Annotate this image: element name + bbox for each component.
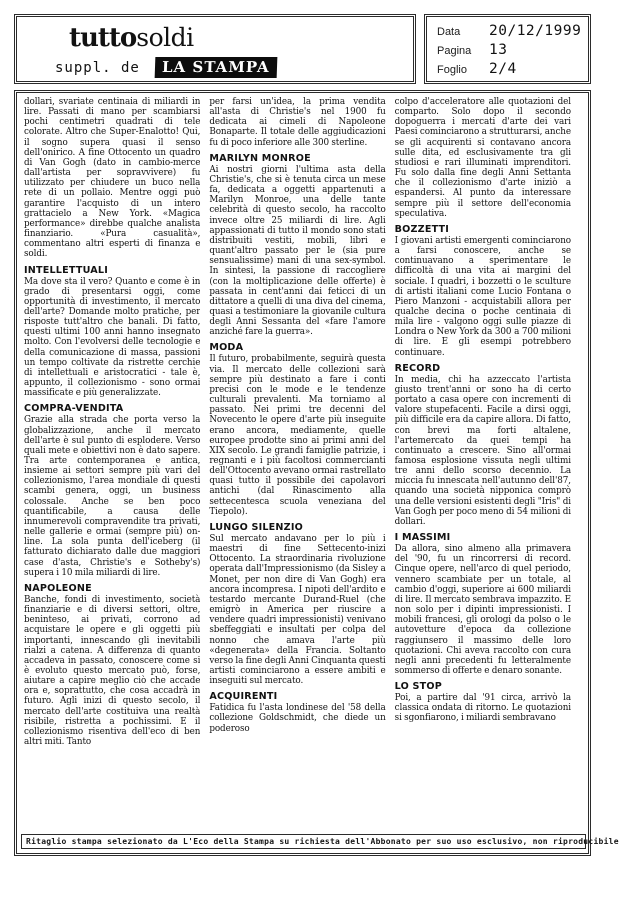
section-heading: MODA [209,342,244,354]
section-heading: LUNGO SILENZIO [209,521,303,533]
section-heading: BOZZETTI [394,223,450,235]
meta-row-data [437,23,582,42]
clipping-meta-box [424,14,591,84]
article-paragraph: per farsi un'idea, la prima vendita all'asta di Christie's nel 1900 fu dedicata ai cimeli di Napoleone Bonaparte. Il totale delle aggiudicazioni fu di poco inferiore alle 300 sterline. [209,97,386,148]
meta-label-pagina: Pagina [437,45,472,57]
section-heading: I MASSIMI [394,532,451,544]
section-heading: INTELLETTUALI [24,264,108,276]
article-paragraph: Grazie alla strada che porta verso la globalizzazione, anche il mercato dell'arte è sul punto di esplodere. Verso quali mete e obiettivi non è dato sapere. Tra arte contemporanea e antica, insieme ai settori sempre più vari del collezionismo, l'area mondiale di questi scambi genera, oggi, un business colossale. Anche se ben poco quantificabile, a causa delle innumerevoli compravendite tra privati, nelle gallerie e ormai (sempre più) on-line. La sola punta dell'iceberg (il fatturato dichiarato dalle due maggiori case d'asta, Christie's e Sotheby's) supera i 10 mila miliardi di lire. [24,415,201,578]
article-paragraph: dollari, svariate centinaia di miliardi in lire. Passati di mano per scambiarsi pochi centimetri quadrati di tele colorate. Altro che Super-Enalotto! Qui, il sogno supera quasi il senso dell'onirico. A fine Ottocento un quadro di Van Gogh (dato in cambio-merce dall'artista per sopravvivere) fu utilizzato per chiudere un buco nella rete di un pollaio. Mentre oggi può garantire l'acquisto di un intero grattacielo a New York. «Magica performance» direbbe qualche analista finanziario. «Pura casualità», commentano altri esperti di finanza e soldi. [24,97,201,260]
article-paragraph: Il futuro, probabilmente, seguirà questa via. Il mercato delle collezioni sarà sempre più destinato a fare i conti precisi con le mode e le tendenze culturali prevalenti. Ma torniamo al passato. Nei primi tre decenni del Novecento le opere d'arte più inseguite erano ancora, mediamente, quelle europee prodotte sino ai primi anni del XIX secolo. Le grandi famiglie patrizie, i regnanti e i più facoltosi commercianti dell'Ottocento avevano ormai rastrellato quasi tutto il possibile dei capolavori antichi (dal Rinascimento alla settecentesca scuola veneziana del Tiepolo). [209,354,386,517]
section-heading: RECORD [394,362,441,374]
article-column-1 [24,97,200,837]
meta-label-data: Data [437,26,461,38]
supplement-label: suppl. de [55,60,140,76]
section-heading: COMPRA-VENDITA [24,403,124,415]
meta-row-foglio [437,61,582,80]
article-paragraph: I giovani artisti emergenti cominciarono a farsi conoscere, anche se continuavano a sperimentare le difficoltà di una vita ai margini del sociale. I quadri, i bozzetti o le sculture di artisti italiani come Lucio Fontana o Piero Manzoni - acquistabili allora per qualche decina o poche centinaia di mila lire - valgono oggi sulle piazze di Londra o New York da 300 a 700 milioni di lire. E gli esempi potrebbero continuare. [394,235,571,358]
article-paragraph: Sul mercato andavano per lo più i maestri di fine Settecento-inizi Ottocento. La straordinaria rivoluzione operata dall'Impressionismo (da Sisley a Monet, per non dire di Van Gogh) era ancora incompresa. I nipoti dell'ardito e testardo mercante Durand-Ruel (che emigrò in America per riuscire a vendere quadri impressionisti) venivano sbeffeggiati e insultati per colpa del nonno che amava l'arte più «degenerata» della Francia. Soltanto verso la fine degli Anni Cinquanta questi artisti cominciarono a essere ambiti e inseguiti sul mercato. [209,533,386,687]
article-columns [24,97,571,837]
article-paragraph: colpo d'acceleratore alle quotazioni del comparto. Solo dopo il secondo dopoguerra i mercati d'arte dei vari Paesi cominciarono a strutturarsi, anche se gli acquirenti si contavano ancora sulle dita, ed esclusivamente tra gli studiosi e rari illuminati imprenditori. Fu solo dalla fine degli Anni Settanta che il collezionismo d'arte iniziò a espandersi. Al punto da interessare sempre più il settore dell'economia speculativa. [394,97,571,219]
article-paragraph: Ma dove sta il vero? Quanto e come è in grado di presentarsi oggi, come opportunità di investimento, il mercato dell'arte? Domande molto pratiche, per risposte tutt'altro che banali. Di fatto, questi ultimi 100 anni hanno insegnato molto. Con l'evolversi delle tecnologie e della comunicazione di massa, passioni un tempo coltivate da ristrette cerchie di intellettuali e aristocratici - tale è, appunto, il collezionismo - sono ormai massificate e più generalizzate. [24,276,201,399]
logo-light-part: soldi [136,23,194,52]
section-heading: ACQUIRENTI [209,691,278,703]
article-column-2 [209,97,385,837]
supplement-line [55,57,413,78]
copyright-text: Ritaglio stampa selezionato da L'Eco della Stampa su richiesta dell'Abbonato per suo uso esclusivo, non riproducibile [26,837,619,846]
section-heading: MARILYN MONROE [209,152,311,164]
meta-label-foglio: Foglio [437,64,467,76]
article-paragraph: Poi, a partire dal '91 circa, arrivò la classica ondata di ritorno. Le quotazioni si sgonfiarono, i miliardi sembravano [394,693,571,724]
publication-logo [55,25,413,54]
article-paragraph: Fatidica fu l'asta londinese del '58 della collezione Goldschmidt, che diede un poderoso [209,703,386,734]
article-paragraph: Ai nostri giorni l'ultima asta della Christie's, che si è tenuta circa un mese fa, dedicata a oggetti appartenuti a Marilyn Monroe, una delle tante celebrità di questo secolo, ha raccolto invece oltre 25 miliardi di lire. Agli appassionati di tutto il mondo sono stati distribuiti vestiti, mobili, libri e quant'altro passato per le (sia pure sensualissime) mani di una sex-symbol. In sintesi, la passione di raccogliere (con la moltiplicazione delle offerte) è passata in cent'anni dai feticci di un dittatore a quelli di una diva del cinema, quasi a testimoniare la giovanile cultura degli Anni Sessanta del «fare l'amore anziché fare la guerra». [209,164,386,338]
la-stampa-logo: LA STAMPA [155,57,277,78]
section-heading: NAPOLEONE [24,582,92,594]
copyright-strip [21,834,619,849]
meta-value-pagina: 13 [489,42,508,58]
article-paragraph: In media, chi ha azzeccato l'artista giusto trent'anni or sono ha di certo portato a casa opere con incrementi di valore stupefacenti. Facile a dirsi oggi, più difficile era da capire allora. Di fatto, con brevi ma forti altalene, l'artemercato da quei tempi ha continuato a crescere. Sino all'ormai famosa esplosione vissuta negli ultimi tre anni dello scorso decennio. La miccia fu innescata nell'autunno dell'87, quando una società nipponica comprò una delle versioni esistenti degli "Iris" di Van Gogh per poco meno di 54 milioni di dollari. [394,374,571,527]
meta-row-pagina [437,42,582,61]
meta-value-foglio: 2/4 [489,61,517,77]
meta-value-data: 20/12/1999 [489,23,582,39]
article-column-3 [395,97,571,837]
article-frame [14,90,619,856]
article-paragraph: Da allora, sino almeno alla primavera del '90, fu un rincorrersi di record. Cinque opere, nell'arco di quel periodo, vennero scambiate per un totale, al cambio d'oggi, superiore ai 600 miliardi di lire. Il mercato sembrava impazzito. E non solo per i dipinti impressionisti. I mobili francesi, gli orologi da polso o le autovetture d'epoca da collezione raggiunsero il massimo delle loro quotazioni. Chi aveva raccolto con cura negli anni precedenti fu letteralmente sommerso di offerte e denaro sonante. [394,544,571,676]
article-paragraph: Banche, fondi di investimento, società finanziarie e di diversi settori, oltre, beninteso, ai privati, corrono ad acquistare le opere e gli oggetti più importanti, innescando gli inevitabili rialzi a catena. A differenza di quanto accadeva in passato, conoscere come si è evoluto questo mercato può, forse, aiutare a capire meglio ciò che accade ora e, soprattutto, che cosa accadrà in futuro. Agli inizi di questo secolo, il mercato dell'arte costituiva una realtà risibile, ristretta a pochissimi. E il collezionismo risentiva dell'eco di ben altri miti. Tanto [24,594,201,748]
logo-bold-part: tutto [69,23,137,53]
masthead-box [14,14,416,84]
section-heading: LO STOP [394,681,442,693]
